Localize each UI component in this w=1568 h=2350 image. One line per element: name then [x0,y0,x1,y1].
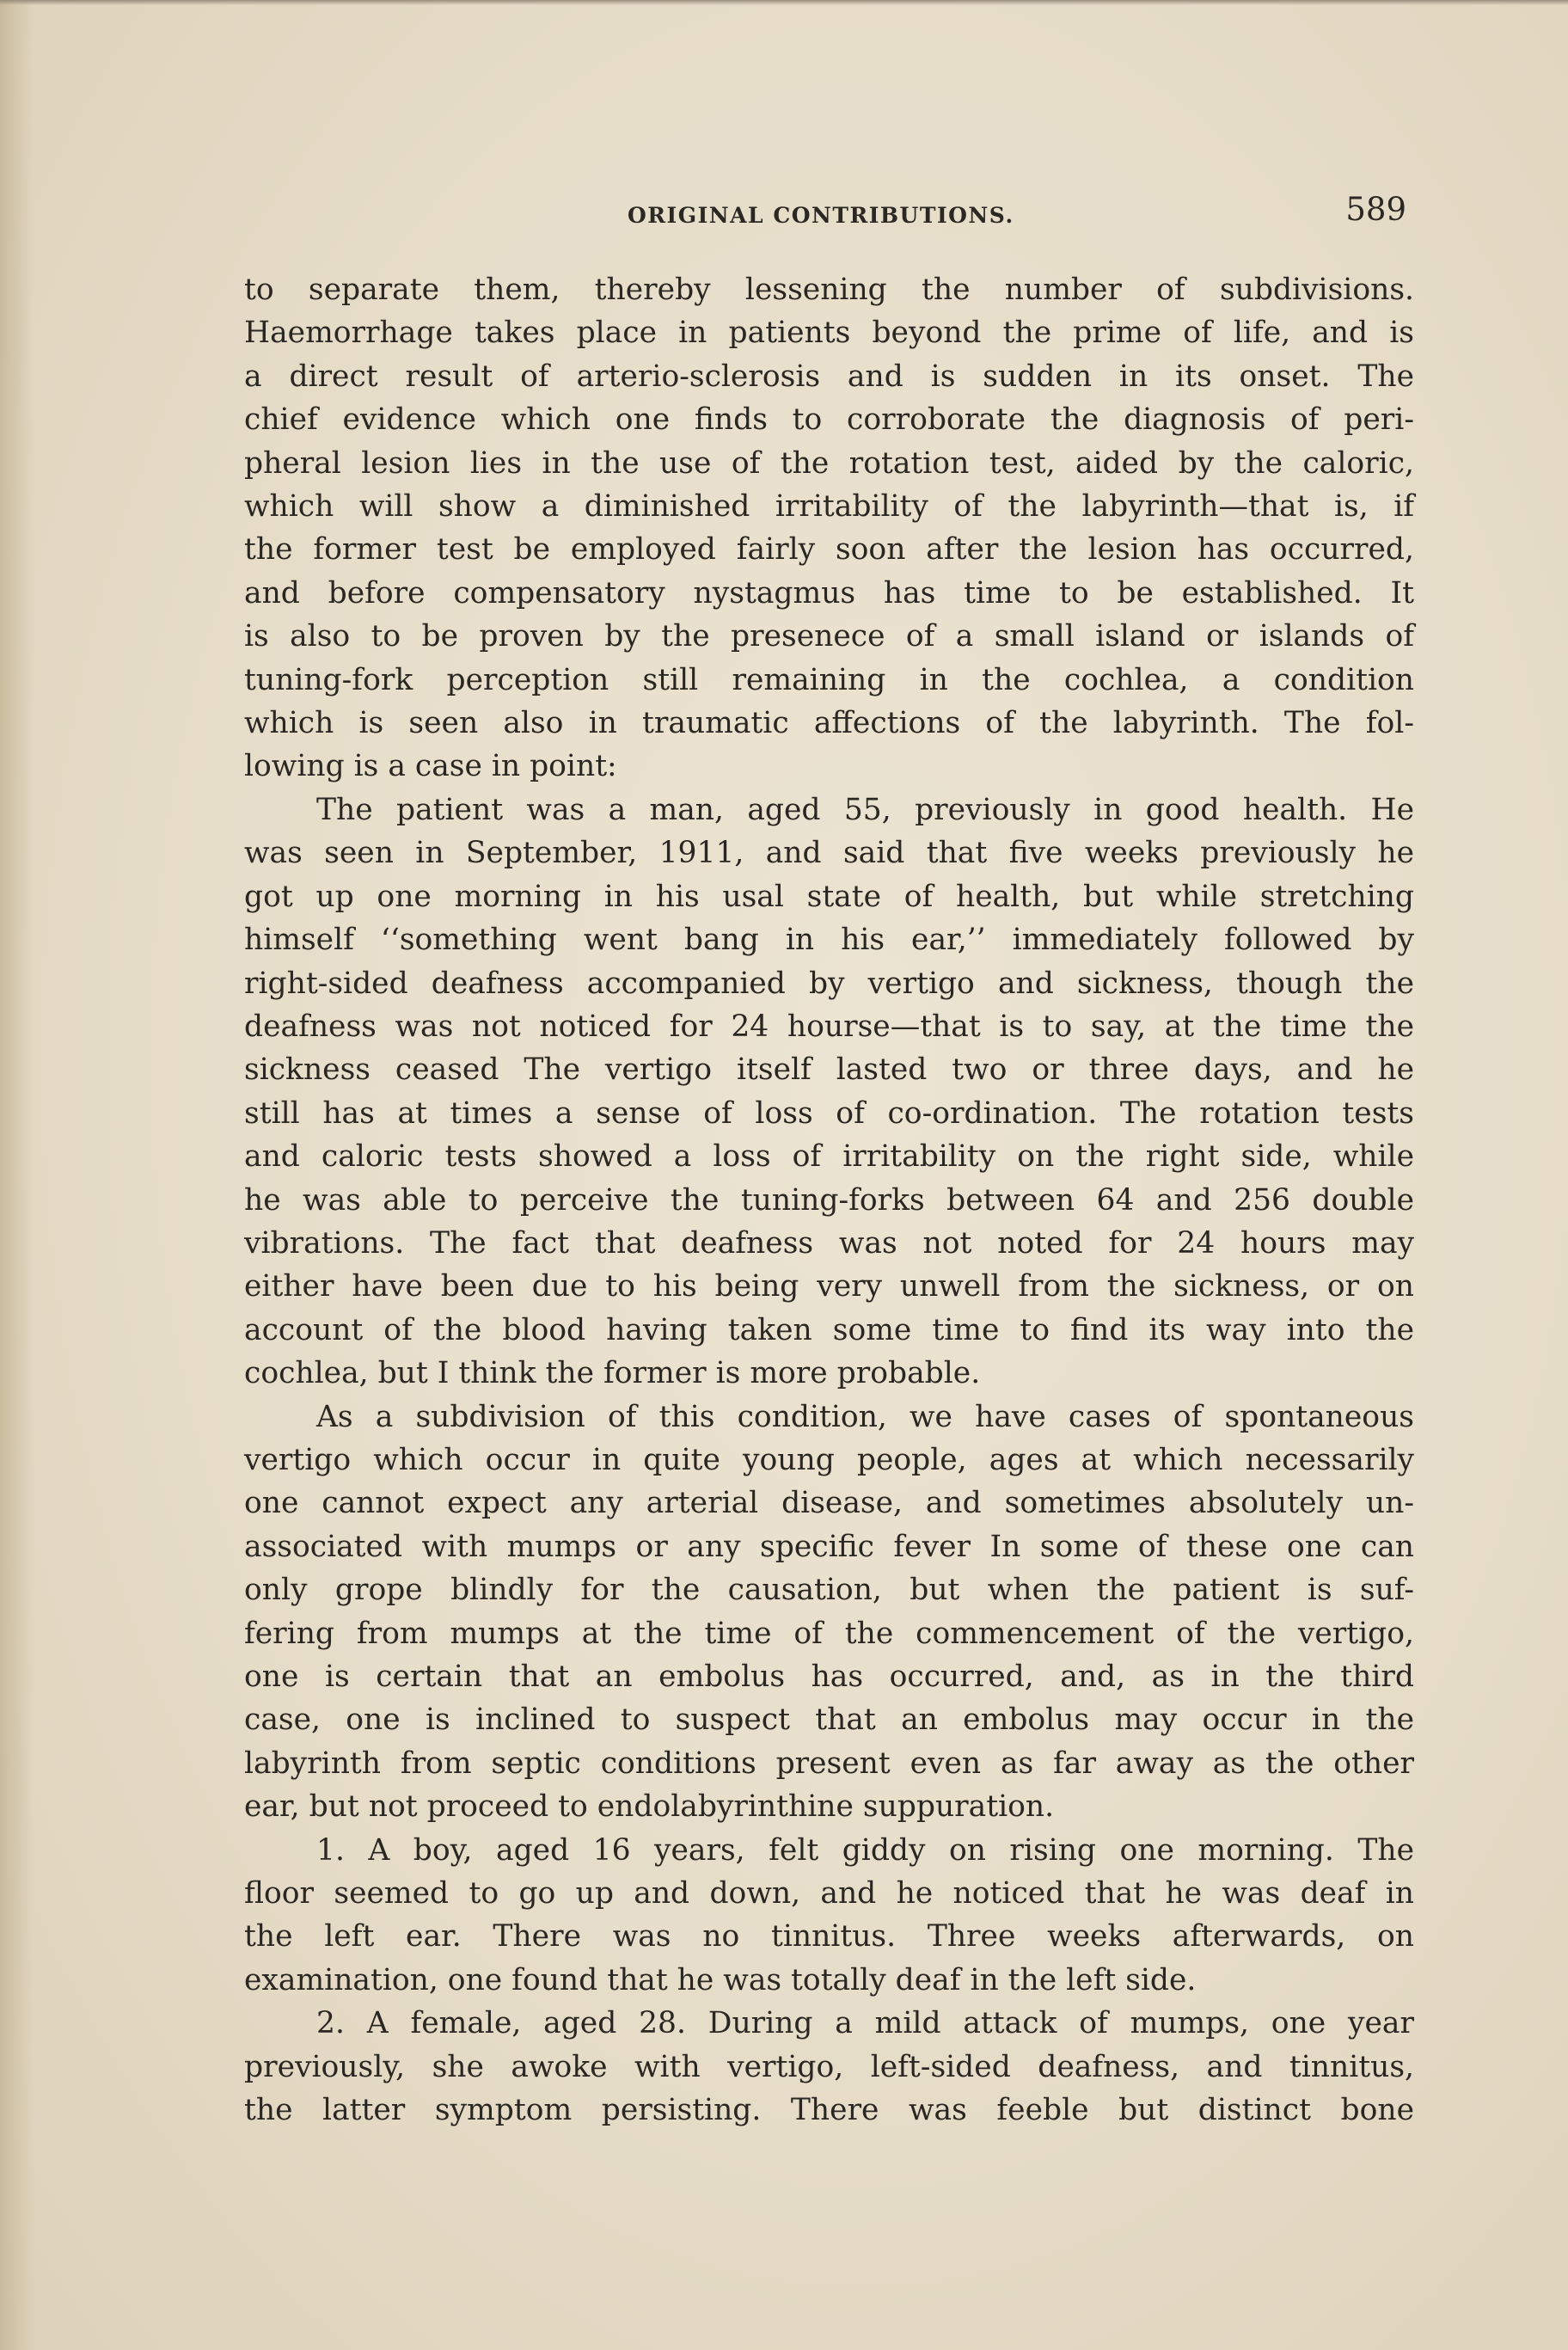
text-line: 1. A boy, aged 16 years, felt giddy on rising one morning. The [316,1832,1414,1868]
text-line: and caloric tests showed a loss of irritability on the right side, while [244,1139,1414,1175]
page-top-edge [0,0,1568,5]
text-line: the latter symptom persisting. There was feeble but distinct bone [244,2093,1414,2128]
text-line: pheral lesion lies in the use of the rotation test, aided by the caloric, [244,445,1414,481]
text-line: case, one is inclined to suspect that an embolus may occur in the [244,1703,1414,1738]
text-line: which will show a diminished irritability of the labyrinth—that is, if [244,489,1414,525]
text-line: chief evidence which one finds to corroborate the diagnosis of peri- [244,402,1414,438]
text-line: account of the blood having taken some time to find its way into the [244,1312,1414,1347]
text-line: lowing is a case in point: [244,749,617,784]
text-line: a direct result of arterio-sclerosis and is sudden in its onset. The [244,359,1414,394]
binding-shadow [0,0,34,2350]
text-line: ear, but not proceed to endolabyrinthine suppuration. [244,1789,1055,1825]
text-line: one cannot expect any arterial disease, and sometimes absolutely un- [244,1486,1414,1521]
text-line: floor seemed to go up and down, and he noticed that he was deaf in [244,1876,1414,1911]
text-line: labyrinth from septic conditions present even as far away as the other [244,1746,1414,1781]
text-line: which is seen also in traumatic affections of the labyrinth. The fol- [244,706,1414,741]
text-line: The patient was a man, aged 55, previously in good health. He [316,792,1414,827]
text-line: associated with mumps or any specific fever In some of these one can [244,1529,1414,1564]
text-line: tuning-fork perception still remaining in the cochlea, a condition [244,662,1414,697]
text-line: only grope blindly for the causation, but when the patient is suf- [244,1573,1414,1608]
text-line: right-sided deafness accompanied by vertigo and sickness, though the [244,966,1414,1001]
text-line: vertigo which occur in quite young people, ages at which necessarily [244,1442,1414,1477]
text-line: 2. A female, aged 28. During a mild attack of mumps, one year [316,2006,1414,2041]
text-line: and before compensatory nystagmus has time to be established. It [244,575,1414,611]
page-number: 589 [1345,191,1406,228]
text-line: fering from mumps at the time of the commencement of the vertigo, [244,1616,1414,1651]
text-line: still has at times a sense of loss of co-ordination. The rotation tests [244,1095,1414,1131]
running-head: ORIGINAL CONTRIBUTIONS. [628,203,1014,228]
text-line: he was able to perceive the tuning-forks between 64 and 256 double [244,1182,1414,1218]
text-line: one is certain that an embolus has occurred, and, as in the third [244,1660,1414,1694]
text-line: vibrations. The fact that deafness was not noted for 24 hours may [244,1225,1414,1261]
text-line: Haemorrhage takes place in patients beyond the prime of life, and is [244,316,1414,351]
text-line: got up one morning in his usal state of health, but while stretching [244,879,1414,914]
body-text [244,268,1414,2132]
text-line: As a subdivision of this condition, we have cases of spontaneous [316,1399,1414,1434]
text-line: the left ear. There was no tinnitus. Three weeks afterwards, on [244,1919,1414,1954]
text-line: either have been due to his being very unwell from the sickness, or on [244,1269,1414,1304]
text-line: sickness ceased The vertigo itself lasted two or three days, and he [244,1052,1414,1088]
text-line: was seen in September, 1911, and said that five weeks previously he [244,836,1414,871]
text-line: cochlea, but I think the former is more probable. [244,1356,981,1391]
page-header [241,191,1406,242]
text-line: himself ‘‘something went bang in his ear,’’ immediately followed by [244,923,1414,958]
text-line: to separate them, thereby lessening the number of subdivisions. [244,273,1414,307]
text-line: deafness was not noticed for 24 hourse—that is to say, at the time the [244,1009,1414,1044]
text-line: examination, one found that he was totally deaf in the left side. [244,1962,1197,1997]
text-line: is also to be proven by the presenece of a small island or islands of [244,619,1414,654]
text-line: previously, she awoke with vertigo, left-sided deafness, and tinnitus, [244,2049,1414,2084]
text-line: the former test be employed fairly soon after the lesion has occurred, [244,532,1414,568]
